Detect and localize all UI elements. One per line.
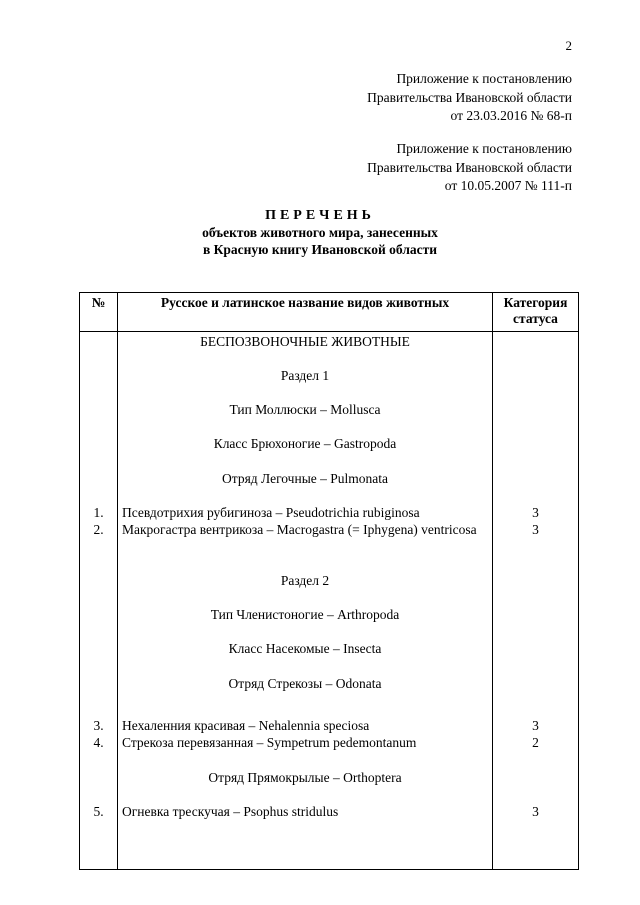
section-heading: Отряд Стрекозы – Odonata bbox=[228, 676, 382, 691]
section-heading: Класс Брюхоногие – Gastropoda bbox=[213, 436, 397, 451]
species-entry: Стрекоза перевязанная – Sympetrum pedemontanum bbox=[122, 735, 417, 750]
section-heading: БЕСПОЗВОНОЧНЫЕ ЖИВОТНЫЕ bbox=[200, 334, 410, 349]
header-category-line: статуса bbox=[513, 311, 558, 326]
header-species-name: Русское и латинское название видов животных bbox=[118, 293, 493, 332]
title-subtitle: объектов животного мира, занесенных bbox=[202, 225, 438, 240]
header-status-category bbox=[493, 293, 579, 332]
section-heading: Раздел 2 bbox=[280, 573, 330, 588]
number-column bbox=[80, 332, 118, 870]
entry-number: 2. bbox=[93, 522, 104, 537]
species-entry: Псевдотрихия рубигиноза – Pseudotrichia rubiginosa bbox=[122, 505, 420, 520]
title-main: ПЕРЕЧЕНЬ bbox=[265, 208, 375, 223]
appendix-reference-2016 bbox=[367, 70, 572, 126]
table-header-row bbox=[80, 293, 579, 332]
species-column bbox=[118, 332, 493, 870]
entry-number: 3. bbox=[93, 718, 104, 733]
appendix-line: Правительства Ивановской области bbox=[367, 159, 572, 175]
section-heading: Тип Членистоногие – Arthropoda bbox=[210, 607, 400, 622]
section-heading: Отряд Прямокрылые – Orthoptera bbox=[208, 770, 402, 785]
section-heading: Отряд Легочные – Pulmonata bbox=[222, 471, 388, 486]
page-number: 2 bbox=[565, 38, 572, 53]
appendix-line: Правительства Ивановской области bbox=[367, 89, 572, 105]
appendix-line: от 23.03.2016 № 68-п bbox=[450, 108, 572, 123]
status-category: 3 bbox=[532, 804, 539, 819]
appendix-reference-2007 bbox=[367, 140, 572, 196]
status-category: 3 bbox=[532, 718, 539, 733]
section-heading: Тип Моллюски – Mollusca bbox=[229, 402, 381, 417]
species-entry: Нехаленния красивая – Nehalennia speciosa bbox=[122, 718, 370, 733]
species-entry: Макрогастра вентрикоза – Macrogastra (= Iphygena) ventricosa bbox=[122, 522, 477, 537]
section-heading: Класс Насекомые – Insecta bbox=[228, 641, 382, 656]
table-body-row bbox=[80, 332, 579, 870]
title-subtitle: в Красную книгу Ивановской области bbox=[202, 242, 438, 257]
category-column bbox=[493, 332, 579, 870]
header-category-line: Категория bbox=[503, 295, 568, 310]
appendix-line: Приложение к постановлению bbox=[396, 141, 572, 156]
header-number: № bbox=[80, 293, 118, 332]
entry-number: 4. bbox=[93, 735, 104, 750]
species-entry: Огневка трескучая – Psophus stridulus bbox=[122, 804, 339, 819]
status-category: 2 bbox=[532, 735, 539, 750]
document-title bbox=[0, 207, 640, 258]
section-heading: Раздел 1 bbox=[280, 368, 330, 383]
species-table bbox=[79, 292, 579, 870]
entry-number: 1. bbox=[93, 505, 104, 520]
status-category: 3 bbox=[532, 505, 539, 520]
appendix-line: Приложение к постановлению bbox=[396, 71, 572, 86]
status-category: 3 bbox=[532, 522, 539, 537]
appendix-line: от 10.05.2007 № 111-п bbox=[444, 178, 572, 193]
entry-number: 5. bbox=[93, 804, 104, 819]
